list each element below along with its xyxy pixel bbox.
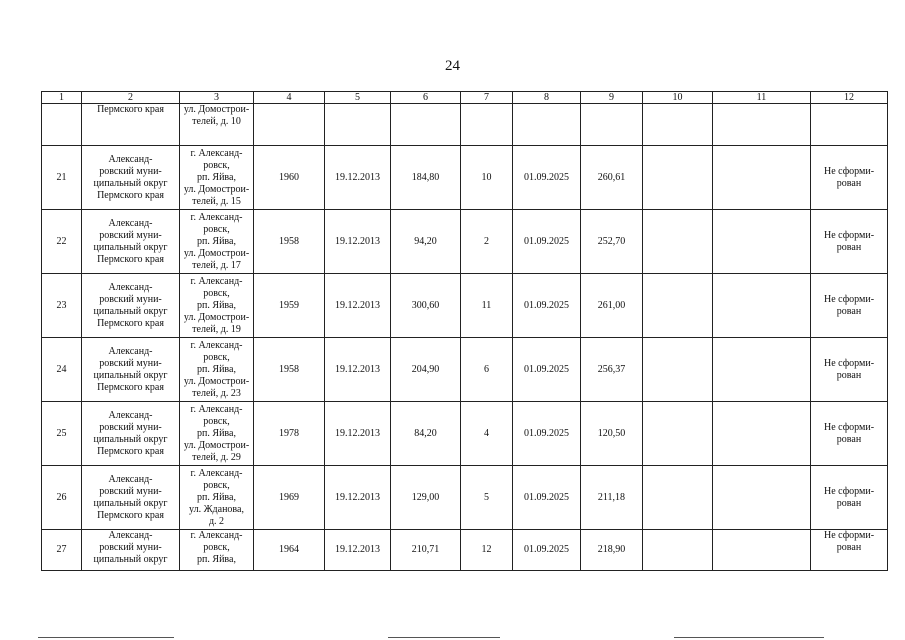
area-cell: 184,80 <box>391 146 461 210</box>
address-cell: г. Александ- ровск, рп. Яйва, ул. Домострои- телей, д. 23 <box>180 338 254 402</box>
page-number: 24 <box>445 58 460 74</box>
address-cell: г. Александ- ровск, рп. Яйва, <box>180 530 254 571</box>
table-cell <box>643 210 713 274</box>
table-row <box>42 402 888 466</box>
count-cell: 11 <box>461 274 513 338</box>
date-cell: 19.12.2013 <box>325 338 391 402</box>
column-header: 2 <box>82 92 180 104</box>
count-cell: 6 <box>461 338 513 402</box>
year-cell: 1978 <box>254 402 325 466</box>
table-row <box>42 338 888 402</box>
column-header: 7 <box>461 92 513 104</box>
value-cell: 260,61 <box>581 146 643 210</box>
date2-cell: 01.09.2025 <box>513 210 581 274</box>
status-cell: Не сформи- рован <box>811 530 888 571</box>
area-cell: 204,90 <box>391 338 461 402</box>
date-cell: 19.12.2013 <box>325 210 391 274</box>
table-cell <box>713 274 811 338</box>
column-header: 11 <box>713 92 811 104</box>
date2-cell: 01.09.2025 <box>513 402 581 466</box>
area-cell: 210,71 <box>391 530 461 571</box>
table-cell <box>643 146 713 210</box>
date-cell: 19.12.2013 <box>325 530 391 571</box>
column-header: 6 <box>391 92 461 104</box>
table-cell <box>643 466 713 530</box>
municipality-cell: Пермского края <box>82 104 180 146</box>
scan-artifact-line <box>38 637 174 638</box>
status-cell: Не сформи- рован <box>811 274 888 338</box>
date2-cell: 01.09.2025 <box>513 274 581 338</box>
municipality-cell: Александ- ровский муни- ципальный округ Пермского края <box>82 146 180 210</box>
table-cell <box>713 338 811 402</box>
count-cell: 5 <box>461 466 513 530</box>
table-cell <box>713 530 811 571</box>
register-table <box>41 91 888 571</box>
area-cell: 84,20 <box>391 402 461 466</box>
municipality-cell: Александ- ровский муни- ципальный округ Пермского края <box>82 402 180 466</box>
table-row <box>42 274 888 338</box>
row-number-cell: 26 <box>42 466 82 530</box>
municipality-cell: Александ- ровский муни- ципальный округ Пермского края <box>82 274 180 338</box>
year-cell: 1958 <box>254 338 325 402</box>
column-header: 10 <box>643 92 713 104</box>
table-cell <box>713 104 811 146</box>
row-number-cell: 27 <box>42 530 82 571</box>
table-cell <box>811 104 888 146</box>
date2-cell: 01.09.2025 <box>513 530 581 571</box>
column-header: 4 <box>254 92 325 104</box>
status-cell: Не сформи- рован <box>811 210 888 274</box>
continuation-row <box>42 104 888 146</box>
table-cell <box>461 104 513 146</box>
value-cell: 252,70 <box>581 210 643 274</box>
municipality-cell: Александ- ровский муни- ципальный округ Пермского края <box>82 210 180 274</box>
date-cell: 19.12.2013 <box>325 274 391 338</box>
row-number-cell: 21 <box>42 146 82 210</box>
date2-cell: 01.09.2025 <box>513 466 581 530</box>
area-cell: 129,00 <box>391 466 461 530</box>
table-cell <box>513 104 581 146</box>
count-cell: 12 <box>461 530 513 571</box>
table-row <box>42 530 888 571</box>
status-cell: Не сформи- рован <box>811 338 888 402</box>
date-cell: 19.12.2013 <box>325 402 391 466</box>
column-header: 9 <box>581 92 643 104</box>
row-number-cell: 25 <box>42 402 82 466</box>
municipality-cell: Александ- ровский муни- ципальный округ Пермского края <box>82 338 180 402</box>
area-cell: 300,60 <box>391 274 461 338</box>
year-cell: 1969 <box>254 466 325 530</box>
status-cell: Не сформи- рован <box>811 466 888 530</box>
row-number-cell: 22 <box>42 210 82 274</box>
status-cell: Не сформи- рован <box>811 146 888 210</box>
date-cell: 19.12.2013 <box>325 466 391 530</box>
column-header: 12 <box>811 92 888 104</box>
value-cell: 218,90 <box>581 530 643 571</box>
table-cell <box>391 104 461 146</box>
area-cell: 94,20 <box>391 210 461 274</box>
table-cell <box>643 530 713 571</box>
row-number-cell: 23 <box>42 274 82 338</box>
table-cell <box>713 210 811 274</box>
address-cell: г. Александ- ровск, рп. Яйва, ул. Домострои- телей, д. 15 <box>180 146 254 210</box>
year-cell: 1960 <box>254 146 325 210</box>
address-cell: г. Александ- ровск, рп. Яйва, ул. Домострои- телей, д. 29 <box>180 402 254 466</box>
scan-artifact-line <box>388 637 500 638</box>
table-cell <box>254 104 325 146</box>
count-cell: 4 <box>461 402 513 466</box>
table-cell <box>713 466 811 530</box>
year-cell: 1964 <box>254 530 325 571</box>
address-cell: г. Александ- ровск, рп. Яйва, ул. Домострои- телей, д. 17 <box>180 210 254 274</box>
table-cell <box>713 146 811 210</box>
date2-cell: 01.09.2025 <box>513 146 581 210</box>
year-cell: 1959 <box>254 274 325 338</box>
scan-artifact-line <box>674 637 824 638</box>
municipality-cell: Александ- ровский муни- ципальный округ Пермского края <box>82 466 180 530</box>
address-cell: г. Александ- ровск, рп. Яйва, ул. Жданова, д. 2 <box>180 466 254 530</box>
column-header: 3 <box>180 92 254 104</box>
table-cell <box>643 402 713 466</box>
table-row <box>42 146 888 210</box>
value-cell: 256,37 <box>581 338 643 402</box>
table-header <box>42 92 888 104</box>
table-row <box>42 210 888 274</box>
table-body <box>42 146 888 571</box>
status-cell: Не сформи- рован <box>811 402 888 466</box>
municipality-cell: Александ- ровский муни- ципальный округ <box>82 530 180 571</box>
count-cell: 2 <box>461 210 513 274</box>
table-cell <box>325 104 391 146</box>
value-cell: 261,00 <box>581 274 643 338</box>
column-header: 1 <box>42 92 82 104</box>
table-cell <box>643 104 713 146</box>
table-cell <box>643 338 713 402</box>
value-cell: 120,50 <box>581 402 643 466</box>
table-cell <box>581 104 643 146</box>
table-cell <box>713 402 811 466</box>
column-header: 8 <box>513 92 581 104</box>
table-row <box>42 466 888 530</box>
column-header: 5 <box>325 92 391 104</box>
table-cell <box>42 104 82 146</box>
date-cell: 19.12.2013 <box>325 146 391 210</box>
table-cell <box>643 274 713 338</box>
address-cell: ул. Домострои- телей, д. 10 <box>180 104 254 146</box>
date2-cell: 01.09.2025 <box>513 338 581 402</box>
count-cell: 10 <box>461 146 513 210</box>
address-cell: г. Александ- ровск, рп. Яйва, ул. Домострои- телей, д. 19 <box>180 274 254 338</box>
year-cell: 1958 <box>254 210 325 274</box>
row-number-cell: 24 <box>42 338 82 402</box>
value-cell: 211,18 <box>581 466 643 530</box>
